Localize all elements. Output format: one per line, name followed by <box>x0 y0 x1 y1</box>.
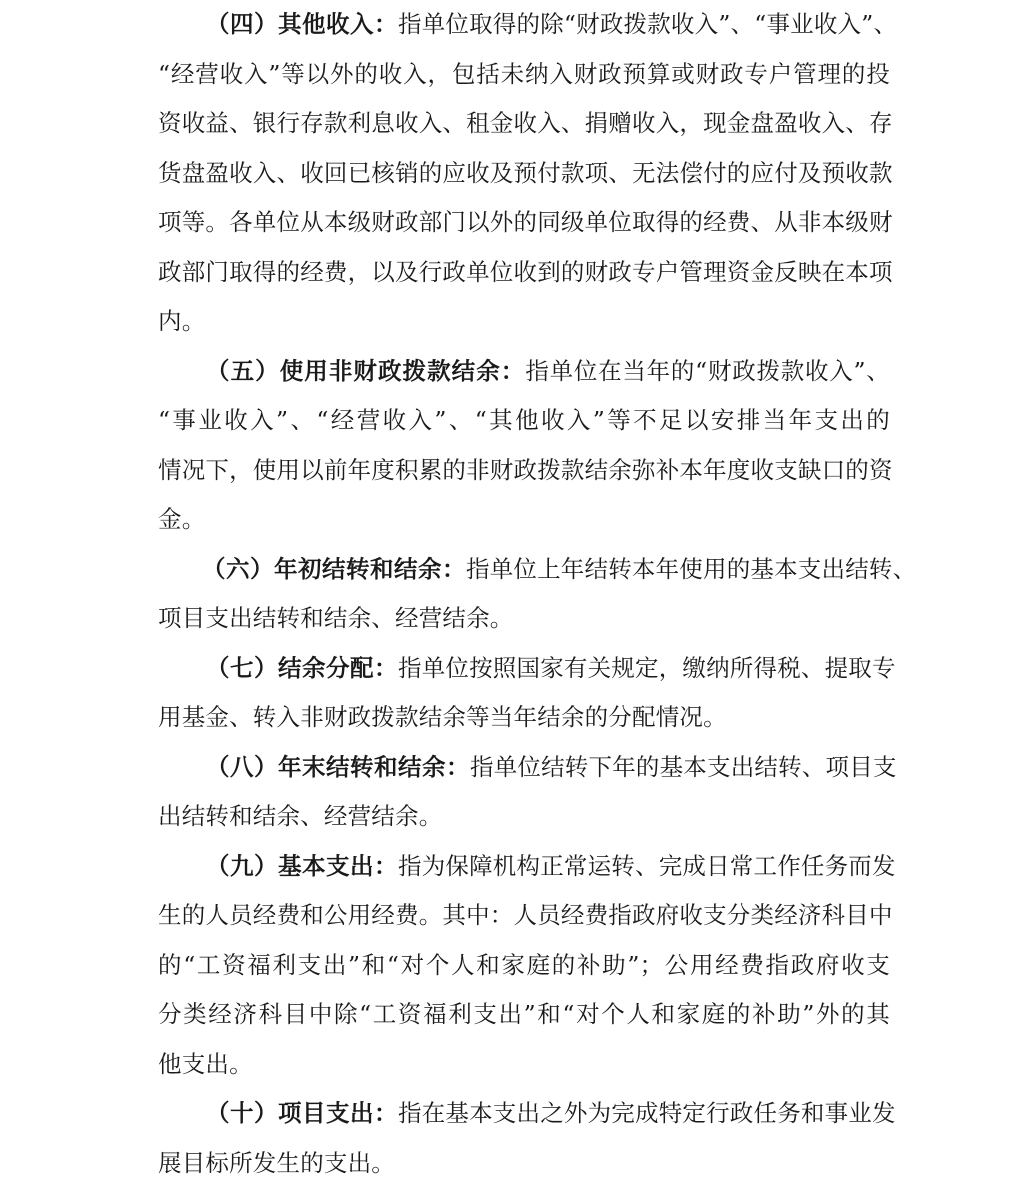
paragraph-line: 货盘盈收入、收回已核销的应收及预付款项、无法偿付的应付及预收款 <box>158 149 890 199</box>
paragraph-text: 指单位在当年的“财政拨款收入”、 <box>525 357 890 385</box>
paragraph-line <box>158 347 890 397</box>
section-heading: （四）其他收入： <box>206 10 398 38</box>
paragraph-text: 指单位按照国家有关规定，缴纳所得税、提取专 <box>398 654 896 682</box>
paragraph-line <box>158 842 890 892</box>
section-heading: （十）项目支出： <box>206 1099 398 1127</box>
paragraph-text: 指为保障机构正常运转、完成日常工作任务而发 <box>398 852 896 880</box>
paragraph-line: 金。 <box>158 495 890 545</box>
paragraph-line: 项目支出结转和结余、经营结余。 <box>158 594 890 644</box>
paragraph-text: 指单位结转下年的基本支出结转、项目支 <box>470 753 897 781</box>
section-heading: （六）年初结转和结余： <box>202 555 466 583</box>
paragraph-line: “经营收入”等以外的收入，包括未纳入财政预算或财政专户管理的投 <box>158 50 890 100</box>
paragraph-line <box>158 0 890 50</box>
paragraph-text: 指在基本支出之外为完成特定行政任务和事业发 <box>398 1099 896 1127</box>
paragraph-line <box>158 743 890 793</box>
section-heading: （七）结余分配： <box>206 654 398 682</box>
paragraph-line: 出结转和结余、经营结余。 <box>158 792 890 842</box>
section-heading: （九）基本支出： <box>206 852 398 880</box>
paragraph-line: “事业收入”、“经营收入”、“其他收入”等不足以安排当年支出的 <box>158 396 890 446</box>
section-heading: （五）使用非财政拨款结余： <box>206 357 525 385</box>
paragraph-surplus-distribution <box>158 644 890 743</box>
paragraph-closing-carryover <box>158 743 890 842</box>
paragraph-text: 指单位取得的除“财政拨款收入”、“事业收入”、 <box>398 10 897 38</box>
paragraph-project-expenditure <box>158 1089 890 1188</box>
section-heading: （八）年末结转和结余： <box>206 753 470 781</box>
paragraph-basic-expenditure <box>158 842 890 1090</box>
paragraph-line: 资收益、银行存款利息收入、租金收入、捐赠收入，现金盘盈收入、存 <box>158 99 890 149</box>
paragraph-non-fiscal-surplus-use <box>158 347 890 545</box>
paragraph-other-income <box>158 0 890 347</box>
paragraph-line: 展目标所发生的支出。 <box>158 1139 890 1188</box>
paragraph-line: 的“工资福利支出”和“对个人和家庭的补助”；公用经费指政府收支 <box>158 941 890 991</box>
paragraph-opening-carryover <box>158 545 890 644</box>
paragraph-line: 内。 <box>158 297 890 347</box>
paragraph-line <box>158 1089 890 1139</box>
paragraph-line: 用基金、转入非财政拨款结余等当年结余的分配情况。 <box>158 693 890 743</box>
paragraph-line: 生的人员经费和公用经费。其中：人员经费指政府收支分类经济科目中 <box>158 891 890 941</box>
paragraph-line <box>158 545 890 595</box>
paragraph-line: 他支出。 <box>158 1040 890 1090</box>
paragraph-line: 政部门取得的经费，以及行政单位收到的财政专户管理资金反映在本项 <box>158 248 890 298</box>
paragraph-line: 分类经济科目中除“工资福利支出”和“对个人和家庭的补助”外的其 <box>158 990 890 1040</box>
document-page <box>158 0 890 1188</box>
paragraph-line: 情况下，使用以前年度积累的非财政拨款结余弥补本年度收支缺口的资 <box>158 446 890 496</box>
paragraph-text: 指单位上年结转本年使用的基本支出结转、 <box>466 555 916 583</box>
paragraph-line: 项等。各单位从本级财政部门以外的同级单位取得的经费、从非本级财 <box>158 198 890 248</box>
paragraph-line <box>158 644 890 694</box>
